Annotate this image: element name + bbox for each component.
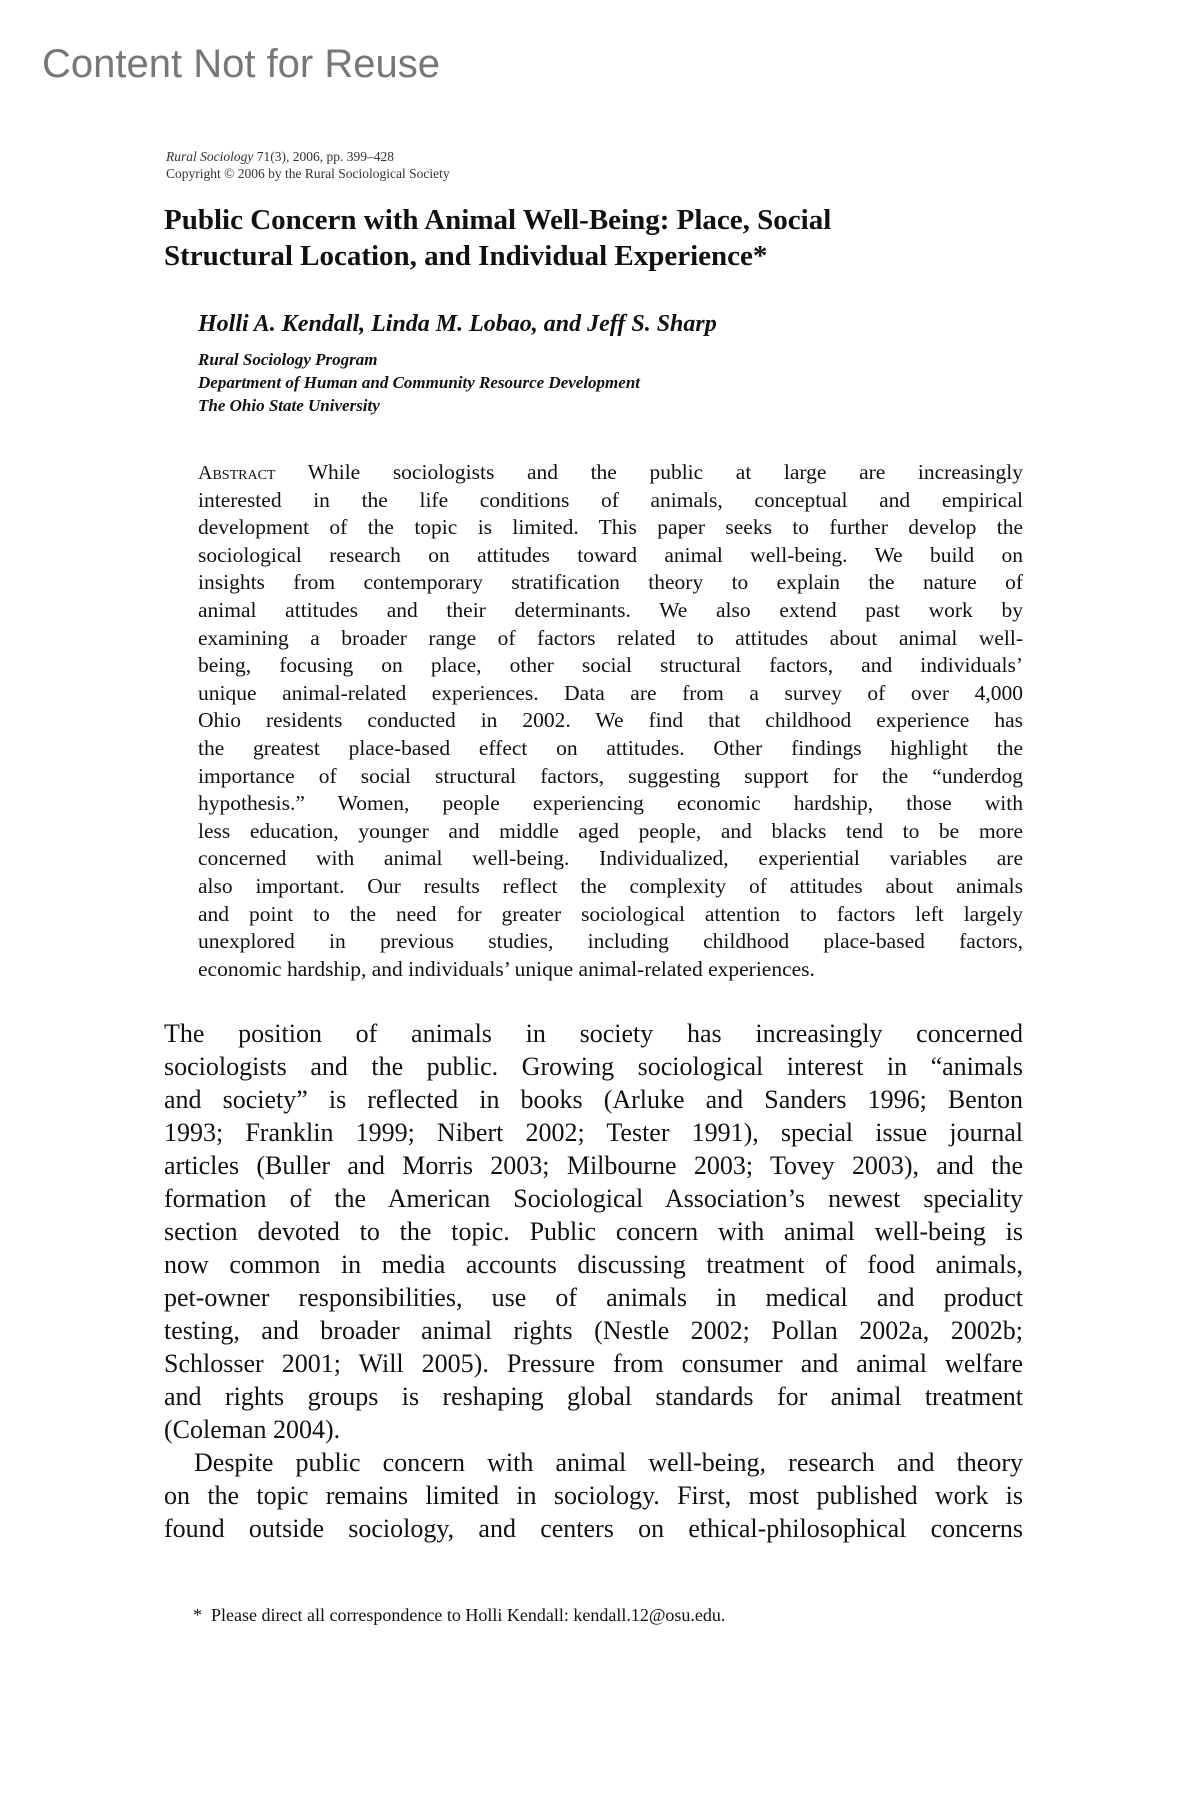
abstract-line: insights from contemporary stratification theory to explain the nature of bbox=[198, 570, 1023, 595]
paper-title bbox=[164, 202, 1064, 274]
affiliation: The Ohio State University bbox=[198, 396, 380, 415]
footnote-text: Please direct all correspondence to Holli Kendall: kendall.12@osu.edu. bbox=[211, 1605, 726, 1625]
body-line: sociologists and the public. Growing sociological interest in “animals bbox=[164, 1052, 1023, 1081]
journal-citation: 71(3), 2006, pp. 399–428 bbox=[253, 149, 394, 164]
affiliation: Rural Sociology Program bbox=[198, 350, 378, 369]
body-line: and rights groups is reshaping global standards for animal treatment bbox=[164, 1382, 1023, 1411]
abstract-line-text: While sociologists and the public at large are increasingly bbox=[307, 460, 1023, 484]
journal-header bbox=[166, 148, 450, 182]
body-line: section devoted to the topic. Public concern with animal well-being is bbox=[164, 1217, 1023, 1246]
body-line: formation of the American Sociological Association’s newest speciality bbox=[164, 1184, 1023, 1213]
abstract-line: economic hardship, and individuals’ unique animal-related experiences. bbox=[198, 956, 815, 981]
watermark: Content Not for Reuse bbox=[42, 42, 440, 86]
body-line: The position of animals in society has increasingly concerned bbox=[164, 1019, 1023, 1048]
body-text bbox=[164, 1017, 1023, 1545]
abstract-line: examining a broader range of factors related to attitudes about animal well- bbox=[198, 625, 1023, 650]
abstract-line: being, focusing on place, other social structural factors, and individuals’ bbox=[198, 653, 1023, 678]
abstract-line bbox=[198, 459, 1023, 487]
affiliation: Department of Human and Community Resource Development bbox=[198, 373, 641, 392]
abstract-line: importance of social structural factors, suggesting support for the “underdog bbox=[198, 763, 1023, 788]
body-line: Schlosser 2001; Will 2005). Pressure from consumer and animal welfare bbox=[164, 1349, 1023, 1378]
body-line: found outside sociology, and centers on ethical-philosophical concerns bbox=[164, 1514, 1023, 1543]
abstract-line: unexplored in previous studies, including childhood place-based factors, bbox=[198, 929, 1023, 954]
body-line: and society” is reflected in books (Arluke and Sanders 1996; Benton bbox=[164, 1085, 1023, 1114]
abstract-line: Ohio residents conducted in 2002. We find that childhood experience has bbox=[198, 708, 1023, 733]
body-line: on the topic remains limited in sociology. First, most published work is bbox=[164, 1481, 1023, 1510]
abstract-line: interested in the life conditions of animals, conceptual and empirical bbox=[198, 487, 1023, 512]
abstract bbox=[198, 459, 1023, 983]
abstract-line: sociological research on attitudes toward animal well-being. We build on bbox=[198, 542, 1023, 567]
copyright: Copyright © 2006 by the Rural Sociological Society bbox=[166, 166, 450, 181]
abstract-line: concerned with animal well-being. Individualized, experiential variables are bbox=[198, 846, 1023, 871]
abstract-line: hypothesis.” Women, people experiencing economic hardship, those with bbox=[198, 791, 1023, 816]
abstract-line: animal attitudes and their determinants. We also extend past work by bbox=[198, 597, 1023, 622]
body-line: (Coleman 2004). bbox=[164, 1415, 341, 1444]
abstract-label: Abstract bbox=[198, 462, 276, 484]
body-line: articles (Buller and Morris 2003; Milbourne 2003; Tovey 2003), and the bbox=[164, 1151, 1023, 1180]
abstract-line: the greatest place-based effect on attitudes. Other findings highlight the bbox=[198, 735, 1023, 760]
abstract-line: less education, younger and middle aged people, and blacks tend to be more bbox=[198, 818, 1023, 843]
authors: Holli A. Kendall, Linda M. Lobao, and Jeff S. Sharp bbox=[198, 311, 717, 337]
footnote-mark: * bbox=[193, 1605, 202, 1625]
body-line: testing, and broader animal rights (Nestle 2002; Pollan 2002a, 2002b; bbox=[164, 1316, 1023, 1345]
abstract-line: and point to the need for greater sociological attention to factors left largely bbox=[198, 901, 1023, 926]
journal-name: Rural Sociology bbox=[166, 149, 254, 164]
body-line: Despite public concern with animal well-being, research and theory bbox=[194, 1448, 1023, 1477]
abstract-line: unique animal-related experiences. Data are from a survey of over 4,000 bbox=[198, 680, 1023, 705]
title-line: Structural Location, and Individual Experience* bbox=[164, 240, 768, 272]
abstract-line: development of the topic is limited. This paper seeks to further develop the bbox=[198, 515, 1023, 540]
body-line: 1993; Franklin 1999; Nibert 2002; Tester 1991), special issue journal bbox=[164, 1118, 1023, 1147]
footnote bbox=[193, 1605, 725, 1626]
abstract-line: also important. Our results reflect the complexity of attitudes about animals bbox=[198, 873, 1023, 898]
body-line: now common in media accounts discussing treatment of food animals, bbox=[164, 1250, 1023, 1279]
title-line: Public Concern with Animal Well-Being: Place, Social bbox=[164, 204, 832, 236]
affiliations bbox=[198, 348, 640, 417]
body-line: pet-owner responsibilities, use of animals in medical and product bbox=[164, 1283, 1023, 1312]
